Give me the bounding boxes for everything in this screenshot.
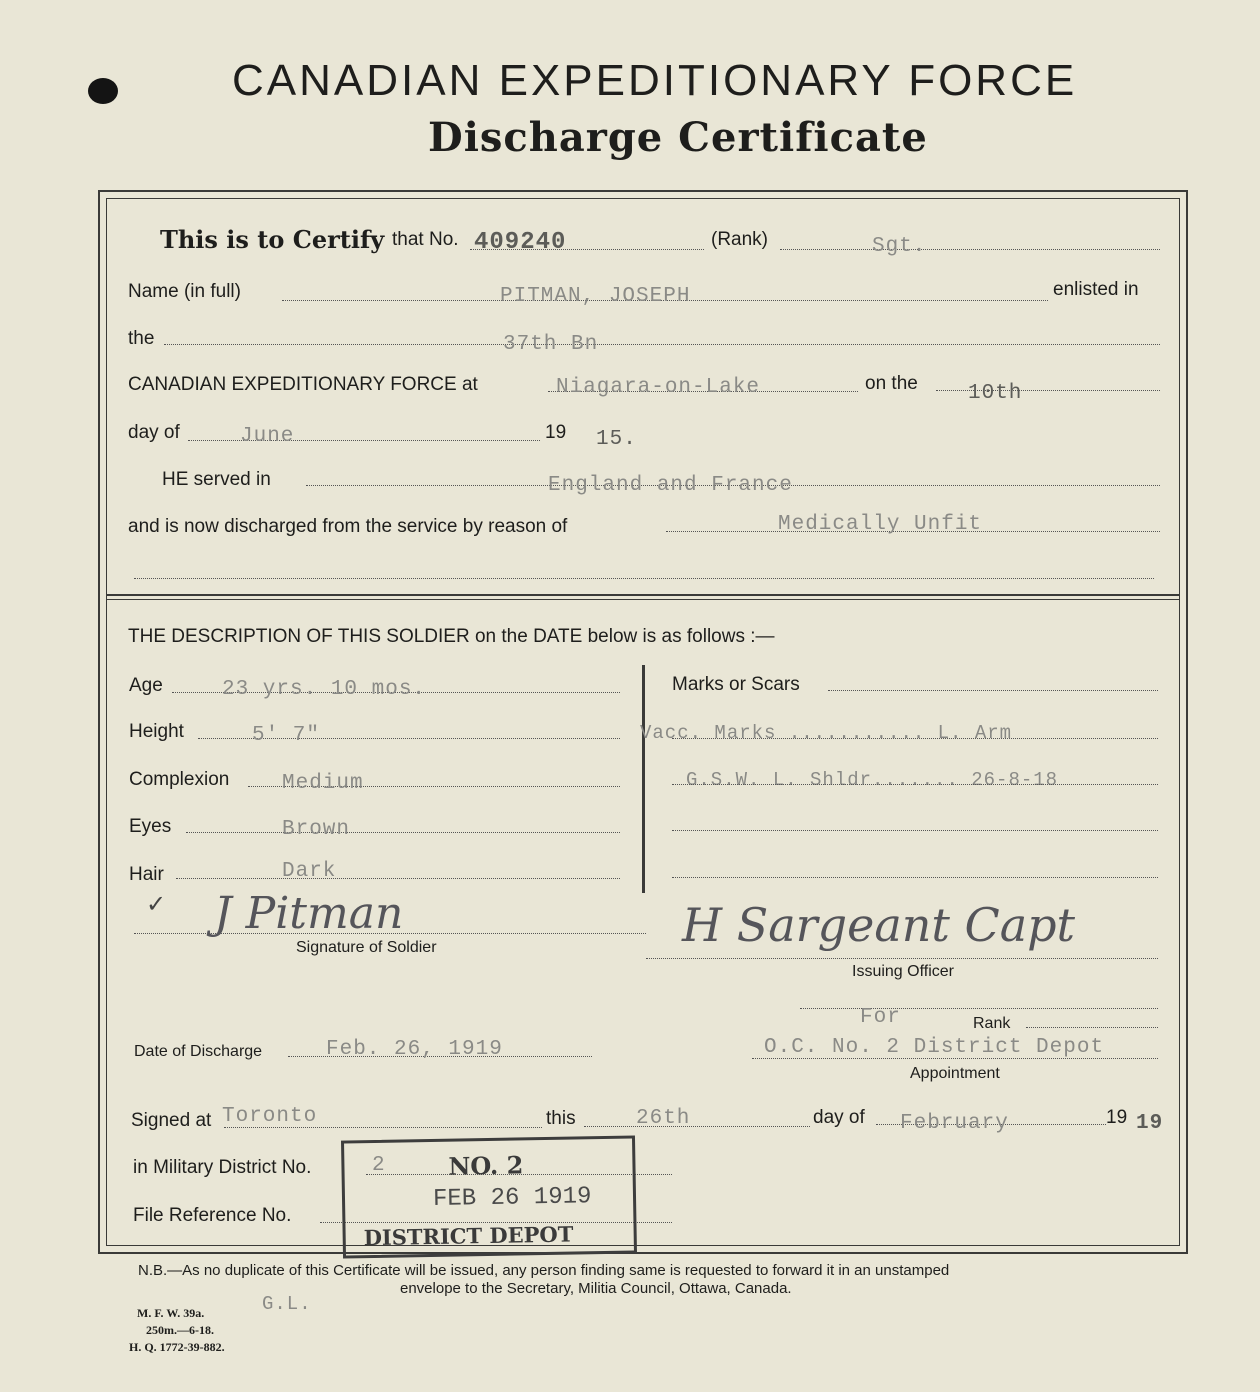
age-label: Age bbox=[129, 675, 163, 696]
signed-day-of-label: day of bbox=[813, 1107, 865, 1128]
name-label: Name (in full) bbox=[128, 281, 241, 302]
marks-label: Marks or Scars bbox=[672, 674, 800, 695]
signed-year-prefix: 19 bbox=[1106, 1107, 1128, 1128]
district-label: in Military District No. bbox=[133, 1157, 312, 1178]
signed-month: February bbox=[900, 1112, 1009, 1135]
enlistment-day: 10th bbox=[968, 382, 1023, 405]
that-no-label: that No. bbox=[392, 229, 459, 250]
stamp-line-1: NO. 2 bbox=[448, 1150, 524, 1181]
the-label: the bbox=[128, 328, 155, 349]
regimental-number: 409240 bbox=[474, 229, 567, 256]
for-text: For bbox=[860, 1006, 901, 1029]
signed-day: 26th bbox=[636, 1107, 691, 1130]
officer-label: Issuing Officer bbox=[852, 963, 954, 980]
day-of-label: day of bbox=[128, 422, 180, 443]
appointment-label: Appointment bbox=[910, 1065, 1000, 1082]
year-prefix-label: 19 bbox=[545, 422, 567, 443]
soldier-name: PITMAN, JOSEPH bbox=[500, 285, 691, 308]
district-depot-stamp bbox=[341, 1135, 637, 1258]
soldier-signature-label: Signature of Soldier bbox=[296, 939, 437, 956]
enlistment-year: 15. bbox=[596, 428, 637, 451]
stamp-date: FEB 26 1919 bbox=[432, 1183, 592, 1213]
rank-label: (Rank) bbox=[711, 229, 769, 250]
form-number: M. F. W. 39a. bbox=[137, 1306, 205, 1320]
document-subtitle: Discharge Certificate bbox=[428, 114, 928, 161]
complexion-value: Medium bbox=[282, 772, 364, 795]
rank-field-label: Rank bbox=[973, 1015, 1011, 1032]
enlisted-in-label: enlisted in bbox=[1053, 279, 1139, 300]
hq-reference: H. Q. 1772-39-882. bbox=[129, 1340, 225, 1354]
height-value: 5' 7" bbox=[252, 724, 321, 747]
appointment-value: O.C. No. 2 District Depot bbox=[764, 1036, 1105, 1059]
served-in-value: England and France bbox=[548, 474, 793, 497]
ink-blot bbox=[88, 78, 118, 104]
soldier-signature: J Pitman bbox=[214, 888, 404, 939]
unit-value: 37th Bn bbox=[503, 333, 599, 356]
certify-heading: This is to Certify bbox=[160, 225, 385, 254]
section-divider-2 bbox=[106, 599, 1180, 600]
mark-2: G.S.W. L. Shldr....... 26-8-18 bbox=[686, 769, 1059, 791]
hair-label: Hair bbox=[129, 864, 164, 885]
cef-label: CANADIAN EXPEDITIONARY FORCE at bbox=[128, 374, 478, 395]
enlistment-place: Niagara-on-Lake bbox=[556, 376, 761, 399]
district-value: 2 bbox=[372, 1154, 386, 1177]
complexion-label: Complexion bbox=[129, 769, 230, 790]
officer-signature: H Sargeant Capt bbox=[682, 898, 1076, 952]
tick-mark: ✓ bbox=[146, 891, 167, 918]
document-title: CANADIAN EXPEDITIONARY FORCE bbox=[232, 56, 1078, 105]
print-run: 250m.—6-18. bbox=[146, 1323, 214, 1337]
stamp-line-3: DISTRICT DEPOT bbox=[363, 1221, 574, 1251]
enlistment-month: June bbox=[240, 425, 295, 448]
section-divider bbox=[106, 594, 1180, 596]
signed-at-label: Signed at bbox=[131, 1110, 212, 1131]
signed-year: 19 bbox=[1136, 1112, 1164, 1135]
discharge-date: Feb. 26, 1919 bbox=[326, 1038, 503, 1061]
mark-1: Vacc. Marks ........... L. Arm bbox=[640, 722, 1013, 744]
description-column-divider bbox=[642, 665, 645, 893]
clerk-initials: G.L. bbox=[262, 1293, 312, 1315]
discharge-reason: Medically Unfit bbox=[778, 513, 983, 536]
eyes-label: Eyes bbox=[129, 816, 172, 837]
discharge-date-label: Date of Discharge bbox=[134, 1043, 263, 1060]
eyes-value: Brown bbox=[282, 818, 351, 841]
file-reference-label: File Reference No. bbox=[133, 1205, 292, 1226]
rank-value: Sgt. bbox=[872, 235, 927, 258]
served-in-label: HE served in bbox=[162, 469, 271, 490]
height-label: Height bbox=[129, 721, 184, 742]
reason-label: and is now discharged from the service by reason of bbox=[128, 516, 568, 537]
nb-notice-line-2: envelope to the Secretary, Militia Council, Ottawa, Canada. bbox=[400, 1280, 792, 1297]
nb-notice-line-1: N.B.—As no duplicate of this Certificate will be issued, any person finding same is requested to forward it in an unstamped bbox=[138, 1262, 950, 1279]
hair-value: Dark bbox=[282, 860, 337, 883]
this-label: this bbox=[546, 1108, 576, 1129]
age-value: 23 yrs. 10 mos. bbox=[222, 678, 427, 701]
on-the-label: on the bbox=[865, 373, 918, 394]
description-heading: THE DESCRIPTION OF THIS SOLDIER on the DATE below is as follows :— bbox=[128, 626, 775, 647]
signed-at-place: Toronto bbox=[222, 1105, 318, 1128]
